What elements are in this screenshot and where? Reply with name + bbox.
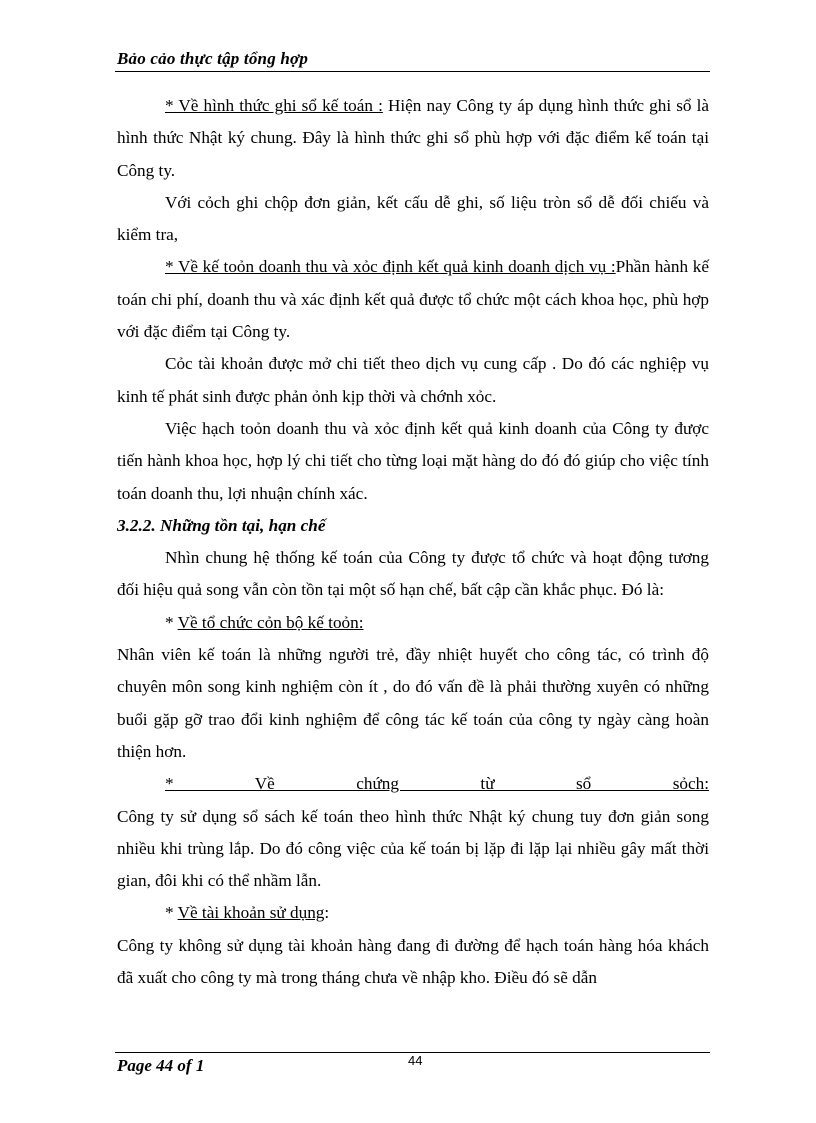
paragraph-recording-form xyxy=(117,90,709,187)
paragraph-label: Về tài khoản sử dụng xyxy=(177,903,325,923)
paragraph-vouchers-heading: * Về chứng từ sổ sỏch: xyxy=(165,774,709,794)
paragraph-text: Công ty không sử dụng tài khoản hàng đang đi đường để hạch toán hàng hóa khách đã xuất cho công ty mà trong tháng chưa về nhập kho. Điều đó sẽ dẫn xyxy=(117,935,709,988)
paragraph-label: * Về hình thức ghi sổ kế toán : xyxy=(165,96,383,115)
paragraph-label: * Về kế toỏn doanh thu và xỏc định kết quả kinh doanh dịch vụ : xyxy=(165,257,616,277)
paragraph-label: Về tổ chức cỏn bộ kế toỏn: xyxy=(177,612,364,632)
paragraph-text: Nhân viên kế toán là những người trẻ, đầy nhiệt huyết cho công tác, có trình độ chuyên môn song kinh nghiệm còn ít , do đó vấn đề là phải thường xuyên có những buổi gặp gỡ trao đổi kinh nghiệm để công tác kế toán của công ty ngày càng hoàn thiện hơn. xyxy=(117,645,709,761)
section-heading: 3.2.2. Những tồn tại, hạn chế xyxy=(117,515,326,535)
page-label: Page 44 of 1 xyxy=(117,1056,205,1075)
document-body xyxy=(117,90,709,994)
paragraph-recording-method xyxy=(117,187,709,252)
paragraph-text: Nhìn chung hệ thống kế toán của Công ty được tổ chức và hoạt động tương đối hiệu quả song vẫn còn tồn tại một số hạn chế, bất cập cần khắc phục. Đó là: xyxy=(117,548,709,600)
paragraph-vouchers xyxy=(117,801,709,898)
paragraph-staff-heading xyxy=(117,607,709,639)
paragraph-suffix: : xyxy=(324,903,330,923)
paragraph-text: Việc hạch toỏn doanh thu và xỏc định kết quả kinh doanh của Công ty được tiến hành khoa học, hợp lý chi tiết cho từng loại mặt hàng do đó đó giúp cho việc tính toán doanh thu, lợi nhuận chính xác. xyxy=(117,418,709,503)
paragraph-accounts-detail xyxy=(117,348,709,413)
page-number: 44 xyxy=(408,1053,423,1068)
paragraph-staff xyxy=(117,639,709,768)
paragraph-text: Hiện nay Công ty áp dụng hình thức ghi sổ là hình thức Nhật ký chung. Đây là hình thức ghi sổ phù hợp với đặc điểm kế toán tại Công ty. xyxy=(117,96,709,180)
paragraph-revenue-calculation xyxy=(117,413,709,510)
header-divider xyxy=(115,71,710,72)
paragraph-text: Cỏc tài khoản được mở chi tiết theo dịch vụ cung cấp . Do đó các nghiệp vụ kinh tế phát sinh được phản ỏnh kịp thời và chớnh xỏc. xyxy=(117,354,709,406)
header-title: Bảo cảo thực tập tổng hợp xyxy=(117,49,309,68)
paragraph-text: Phần hành kế toán chi phí, doanh thu và xác định kết quả được tổ chức một cách khoa học, phù hợp với đặc điểm tại Công ty. xyxy=(117,257,710,342)
paragraph-text: Công ty sử dụng sổ sách kế toán theo hình thức Nhật ký chung tuy đơn giản song nhiều khi trùng lắp. Do đó công việc của kế toán bị lặp đi lặp lại nhiều gây mất thời gian, đôi khi có thể nhầm lẫn. xyxy=(117,806,709,891)
paragraph-accounts xyxy=(117,930,709,995)
paragraph-revenue-accounting xyxy=(117,251,709,348)
paragraph-text: Với cỏch ghi chộp đơn giản, kết cấu dễ ghi, số liệu tròn sổ dễ đối chiếu và kiểm tra, xyxy=(117,192,709,245)
paragraph-accounts-heading xyxy=(117,897,709,929)
paragraph-prefix: * xyxy=(165,612,178,632)
paragraph-prefix: * xyxy=(165,903,178,923)
paragraph-overview xyxy=(117,542,709,607)
